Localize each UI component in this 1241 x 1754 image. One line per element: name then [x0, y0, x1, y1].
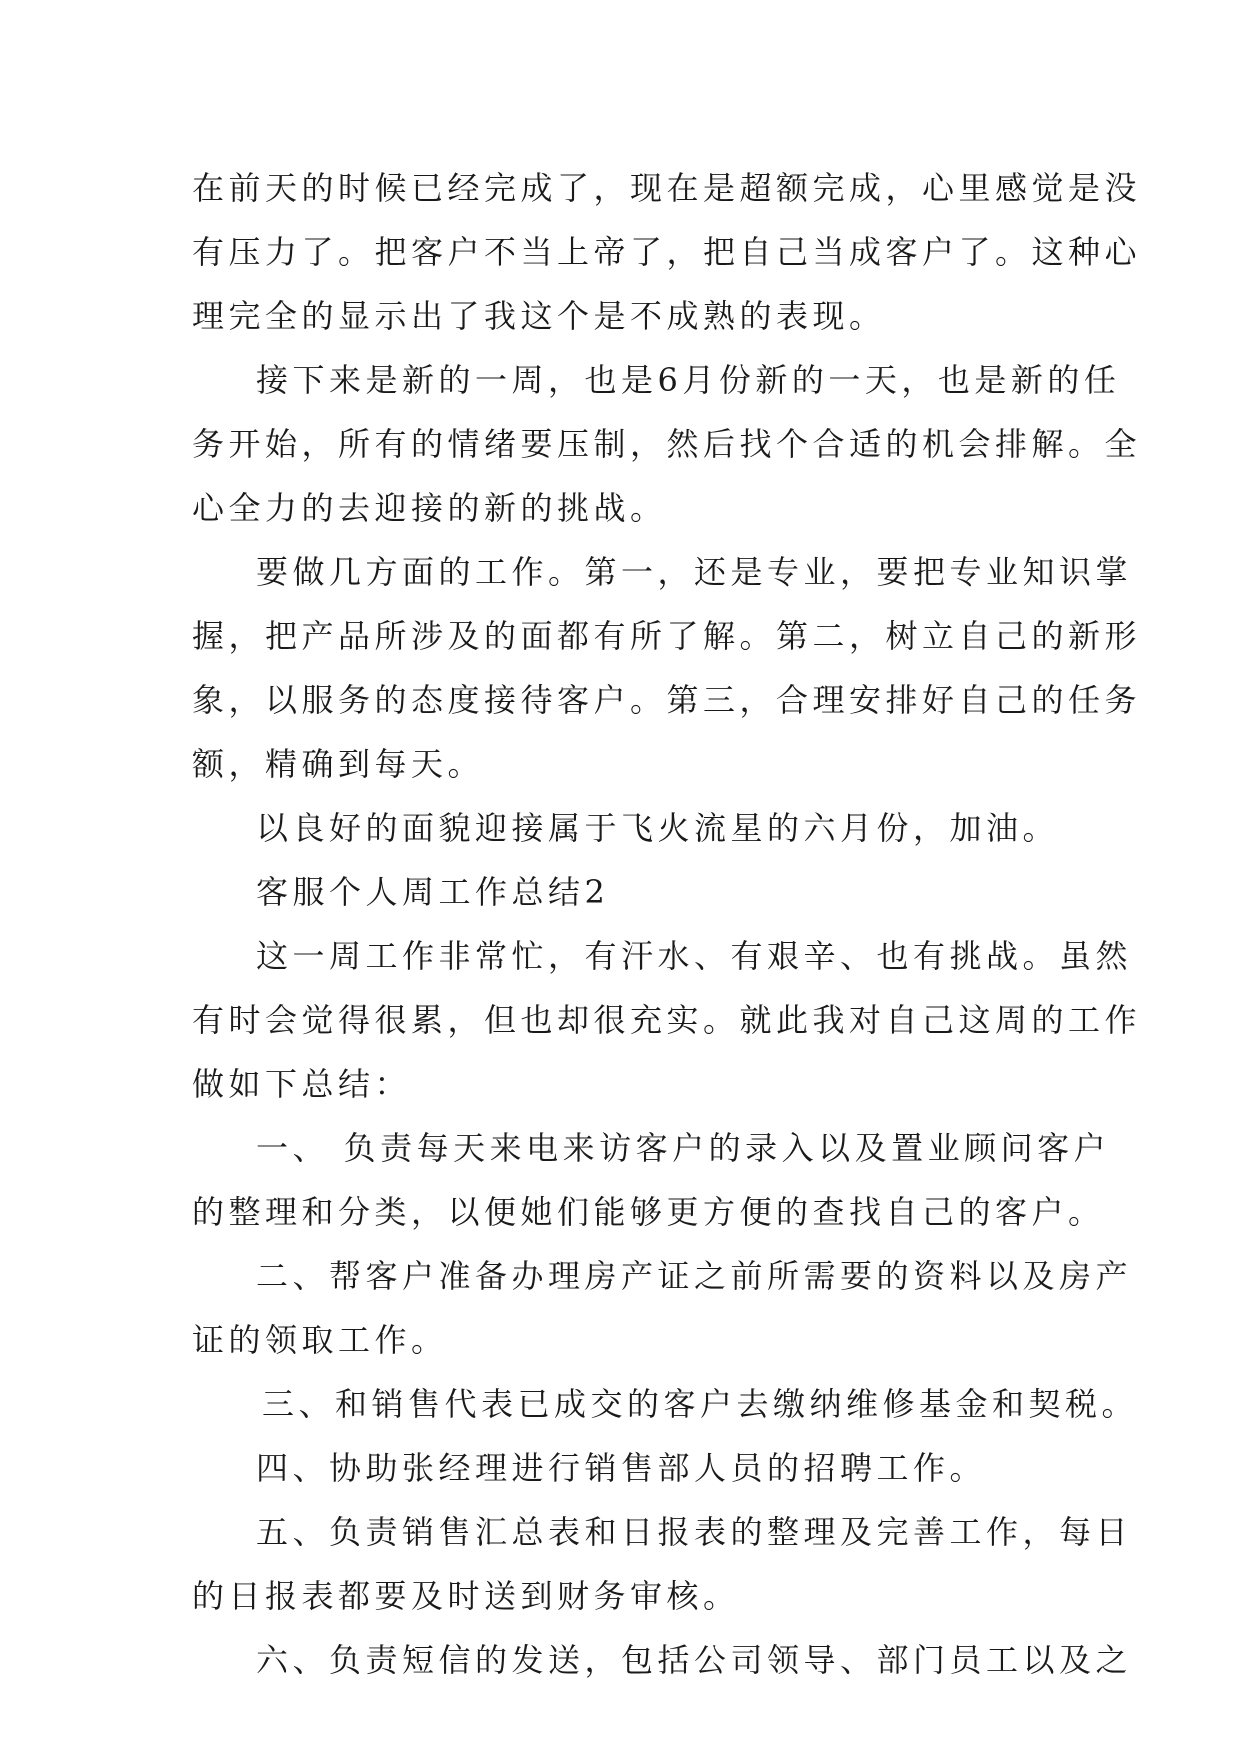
paragraph-start-line: 接下来是新的一周，也是6月份新的一天，也是新的任	[256, 361, 1121, 399]
text-line: 的整理和分类，以便她们能够更方便的查找自己的客户。	[192, 1193, 1105, 1231]
text-line: 的日报表都要及时送到财务审核。	[192, 1577, 740, 1615]
text-line: 证的领取工作。	[192, 1321, 448, 1359]
list-item-5: 五、负责销售汇总表和日报表的整理及完善工作，每日	[256, 1513, 1133, 1551]
paragraph-start-line: 这一周工作非常忙，有汗水、有艰辛、也有挑战。虽然	[256, 937, 1133, 975]
text-line: 做如下总结：	[192, 1065, 412, 1103]
section-heading: 客服个人周工作总结2	[256, 873, 610, 911]
list-item-2: 二、帮客户准备办理房产证之前所需要的资料以及房产	[256, 1257, 1133, 1295]
list-item-3: 三、和销售代表已成交的客户去缴纳维修基金和契税。	[262, 1385, 1139, 1423]
text-line: 理完全的显示出了我这个是不成熟的表现。	[192, 297, 886, 335]
text-line: 在前天的时候已经完成了，现在是超额完成，心里感觉是没	[192, 169, 1142, 207]
list-item-1: 一、 负责每天来电来访客户的录入以及置业顾问客户	[256, 1129, 1111, 1167]
text-line: 务开始，所有的情绪要压制，然后找个合适的机会排解。全	[192, 425, 1142, 463]
text-line: 象，以服务的态度接待客户。第三，合理安排好自己的任务	[192, 681, 1142, 719]
text-line: 有时会觉得很累，但也却很充实。就此我对自己这周的工作	[192, 1001, 1142, 1039]
paragraph-start-line: 要做几方面的工作。第一，还是专业，要把专业知识掌	[256, 553, 1133, 591]
list-item-6: 六、负责短信的发送，包括公司领导、部门员工以及之	[256, 1641, 1133, 1679]
text-line: 握，把产品所涉及的面都有所了解。第二，树立自己的新形	[192, 617, 1142, 655]
list-item-4: 四、协助张经理进行销售部人员的招聘工作。	[256, 1449, 987, 1487]
text-line: 有压力了。把客户不当上帝了，把自己当成客户了。这种心	[192, 233, 1142, 271]
document-page	[192, 160, 1142, 1688]
text-line: 额，精确到每天。	[192, 745, 485, 783]
text-line: 心全力的去迎接的新的挑战。	[192, 489, 667, 527]
paragraph-start-line: 以良好的面貌迎接属于飞火流星的六月份，加油。	[256, 809, 1060, 847]
